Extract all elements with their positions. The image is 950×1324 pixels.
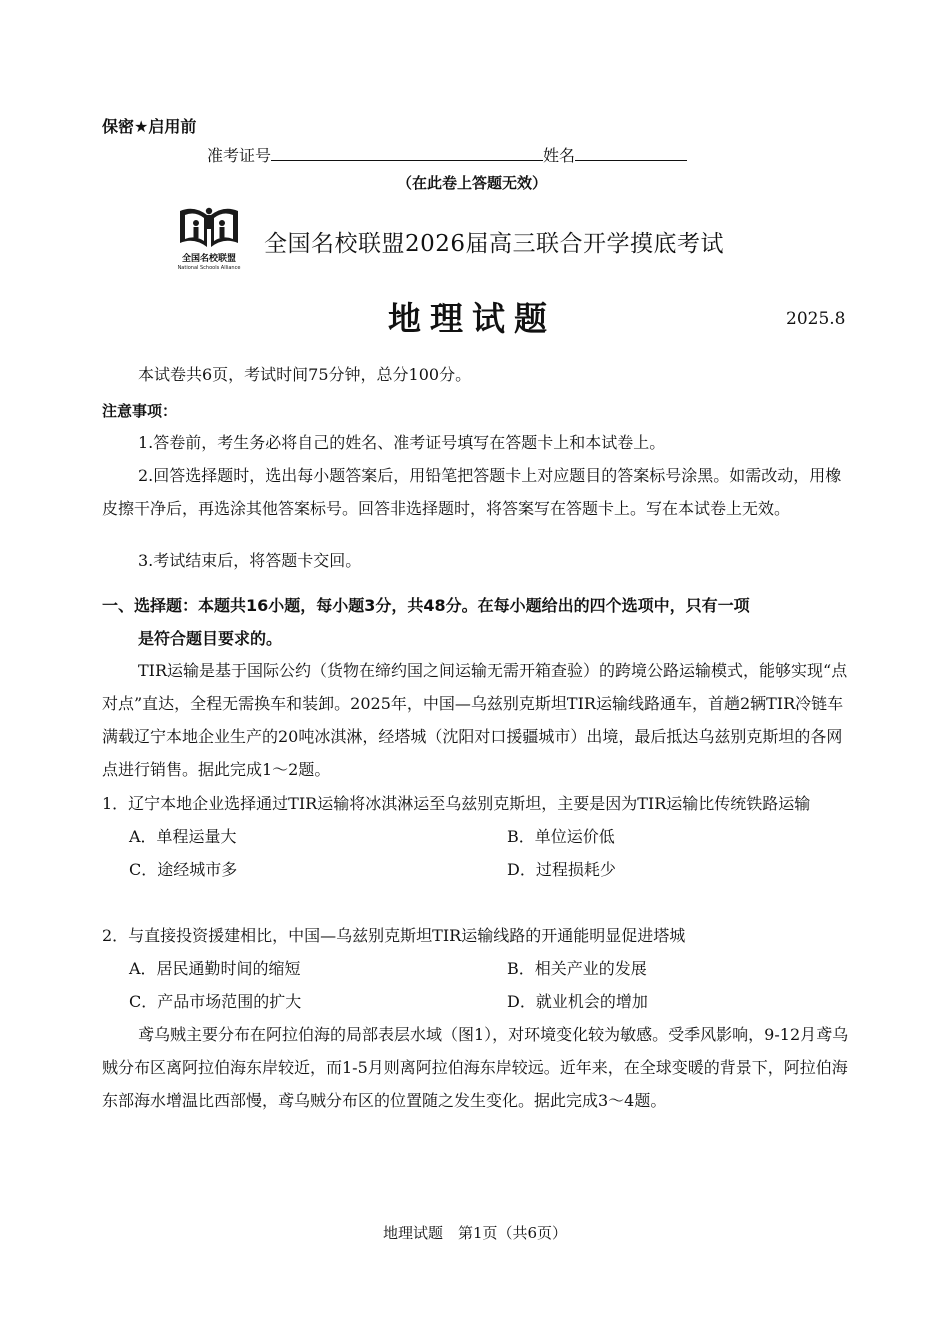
notes-title: 注意事项： xyxy=(102,402,178,420)
note-item-3: 3.考试结束后，将答题卡交回。 xyxy=(138,551,362,570)
question-1-options-row-1 xyxy=(102,820,852,853)
exam-id-blank xyxy=(271,146,543,161)
q2-option-d: D．就业机会的增加 xyxy=(507,992,648,1011)
name-blank xyxy=(575,146,687,161)
alliance-logo xyxy=(176,203,242,273)
candidate-info-line xyxy=(207,143,687,166)
question-1-options-row-2 xyxy=(102,853,852,886)
q1-option-b: B．单位运价低 xyxy=(507,827,615,846)
q1-option-d: D．过程损耗少 xyxy=(507,860,616,879)
question-1-stem: 1．辽宁本地企业选择通过TIR运输将冰淇淋运至乌兹别克斯坦，主要是因为TIR运输比传统铁路运输 xyxy=(102,794,811,813)
q2-option-c: C．产品市场范围的扩大 xyxy=(129,992,302,1011)
passage-squid: 鸢乌贼主要分布在阿拉伯海的局部表层水域（图1），对环境变化较为敏感。受季风影响，9-12月鸢乌贼分布区离阿拉伯海东岸较近，而1-5月则离阿拉伯海东岸较远。近年来，在全球变暖的背景下，阿拉伯海东部海水增温比西部慢，鸢乌贼分布区的位置随之发生变化。据此完成3～4题。 xyxy=(102,1025,849,1110)
subject-title: 地理试题 xyxy=(388,299,556,338)
name-label: 姓名 xyxy=(543,146,576,165)
question-1 xyxy=(102,787,852,886)
question-2-stem: 2．与直接投资援建相比，中国—乌兹别克斯坦TIR运输线路的开通能明显促进塔城 xyxy=(102,926,686,945)
confidential-label: 保密★启用前 xyxy=(102,117,197,136)
note-item-1: 1.答卷前，考生务必将自己的姓名、准考证号填写在答题卡上和本试卷上。 xyxy=(138,433,666,452)
question-2-options-row-2 xyxy=(102,985,852,1018)
question-2-options-row-1 xyxy=(102,952,852,985)
q1-option-a: A．单程运量大 xyxy=(129,827,237,846)
exam-title: 全国名校联盟2026届高三联合开学摸底考试 xyxy=(264,231,725,257)
passage-tir: TIR运输是基于国际公约（货物在缔约国之间运输无需开箱查验）的跨境公路运输模式，能够实现“点对点”直达，全程无需换车和装卸。2025年，中国—乌兹别克斯坦TIR运输线路通车，首趟2辆TIR冷链车满载辽宁本地企业生产的20吨冰淇淋，经塔城（沈阳对口援疆城市）出境，最后抵达乌兹别克斯坦的各网点进行销售。据此完成1～2题。 xyxy=(102,661,848,779)
exam-date: 2025.8 xyxy=(786,309,846,329)
invalid-answer-note: （在此卷上答题无效） xyxy=(397,174,548,192)
page-footer: 地理试题 第1页（共6页） xyxy=(382,1224,568,1242)
question-2 xyxy=(102,919,852,1018)
intro-text: 本试卷共6页，考试时间75分钟，总分100分。 xyxy=(138,365,472,384)
q2-option-a: A．居民通勤时间的缩短 xyxy=(129,959,301,978)
section-1-heading: 一、选择题：本题共16小题，每小题3分，共48分。在每小题给出的四个选项中，只有一项 是符合题目要求的。 xyxy=(102,596,750,648)
logo-chinese-text: 全国名校联盟 xyxy=(181,254,236,264)
q2-option-b: B．相关产业的发展 xyxy=(507,959,647,978)
book-logo-icon xyxy=(176,203,242,251)
q1-option-c: C．途经城市多 xyxy=(129,860,238,879)
logo-english-text: National Schools Alliance xyxy=(177,265,241,271)
exam-id-label: 准考证号 xyxy=(207,146,272,165)
note-item-2: 2.回答选择题时，选出每小题答案后，用铅笔把答题卡上对应题目的答案标号涂黑。如需改动，用橡皮擦干净后，再选涂其他答案标号。回答非选择题时，将答案写在答题卡上。写在本试卷上无效。 xyxy=(102,466,842,518)
